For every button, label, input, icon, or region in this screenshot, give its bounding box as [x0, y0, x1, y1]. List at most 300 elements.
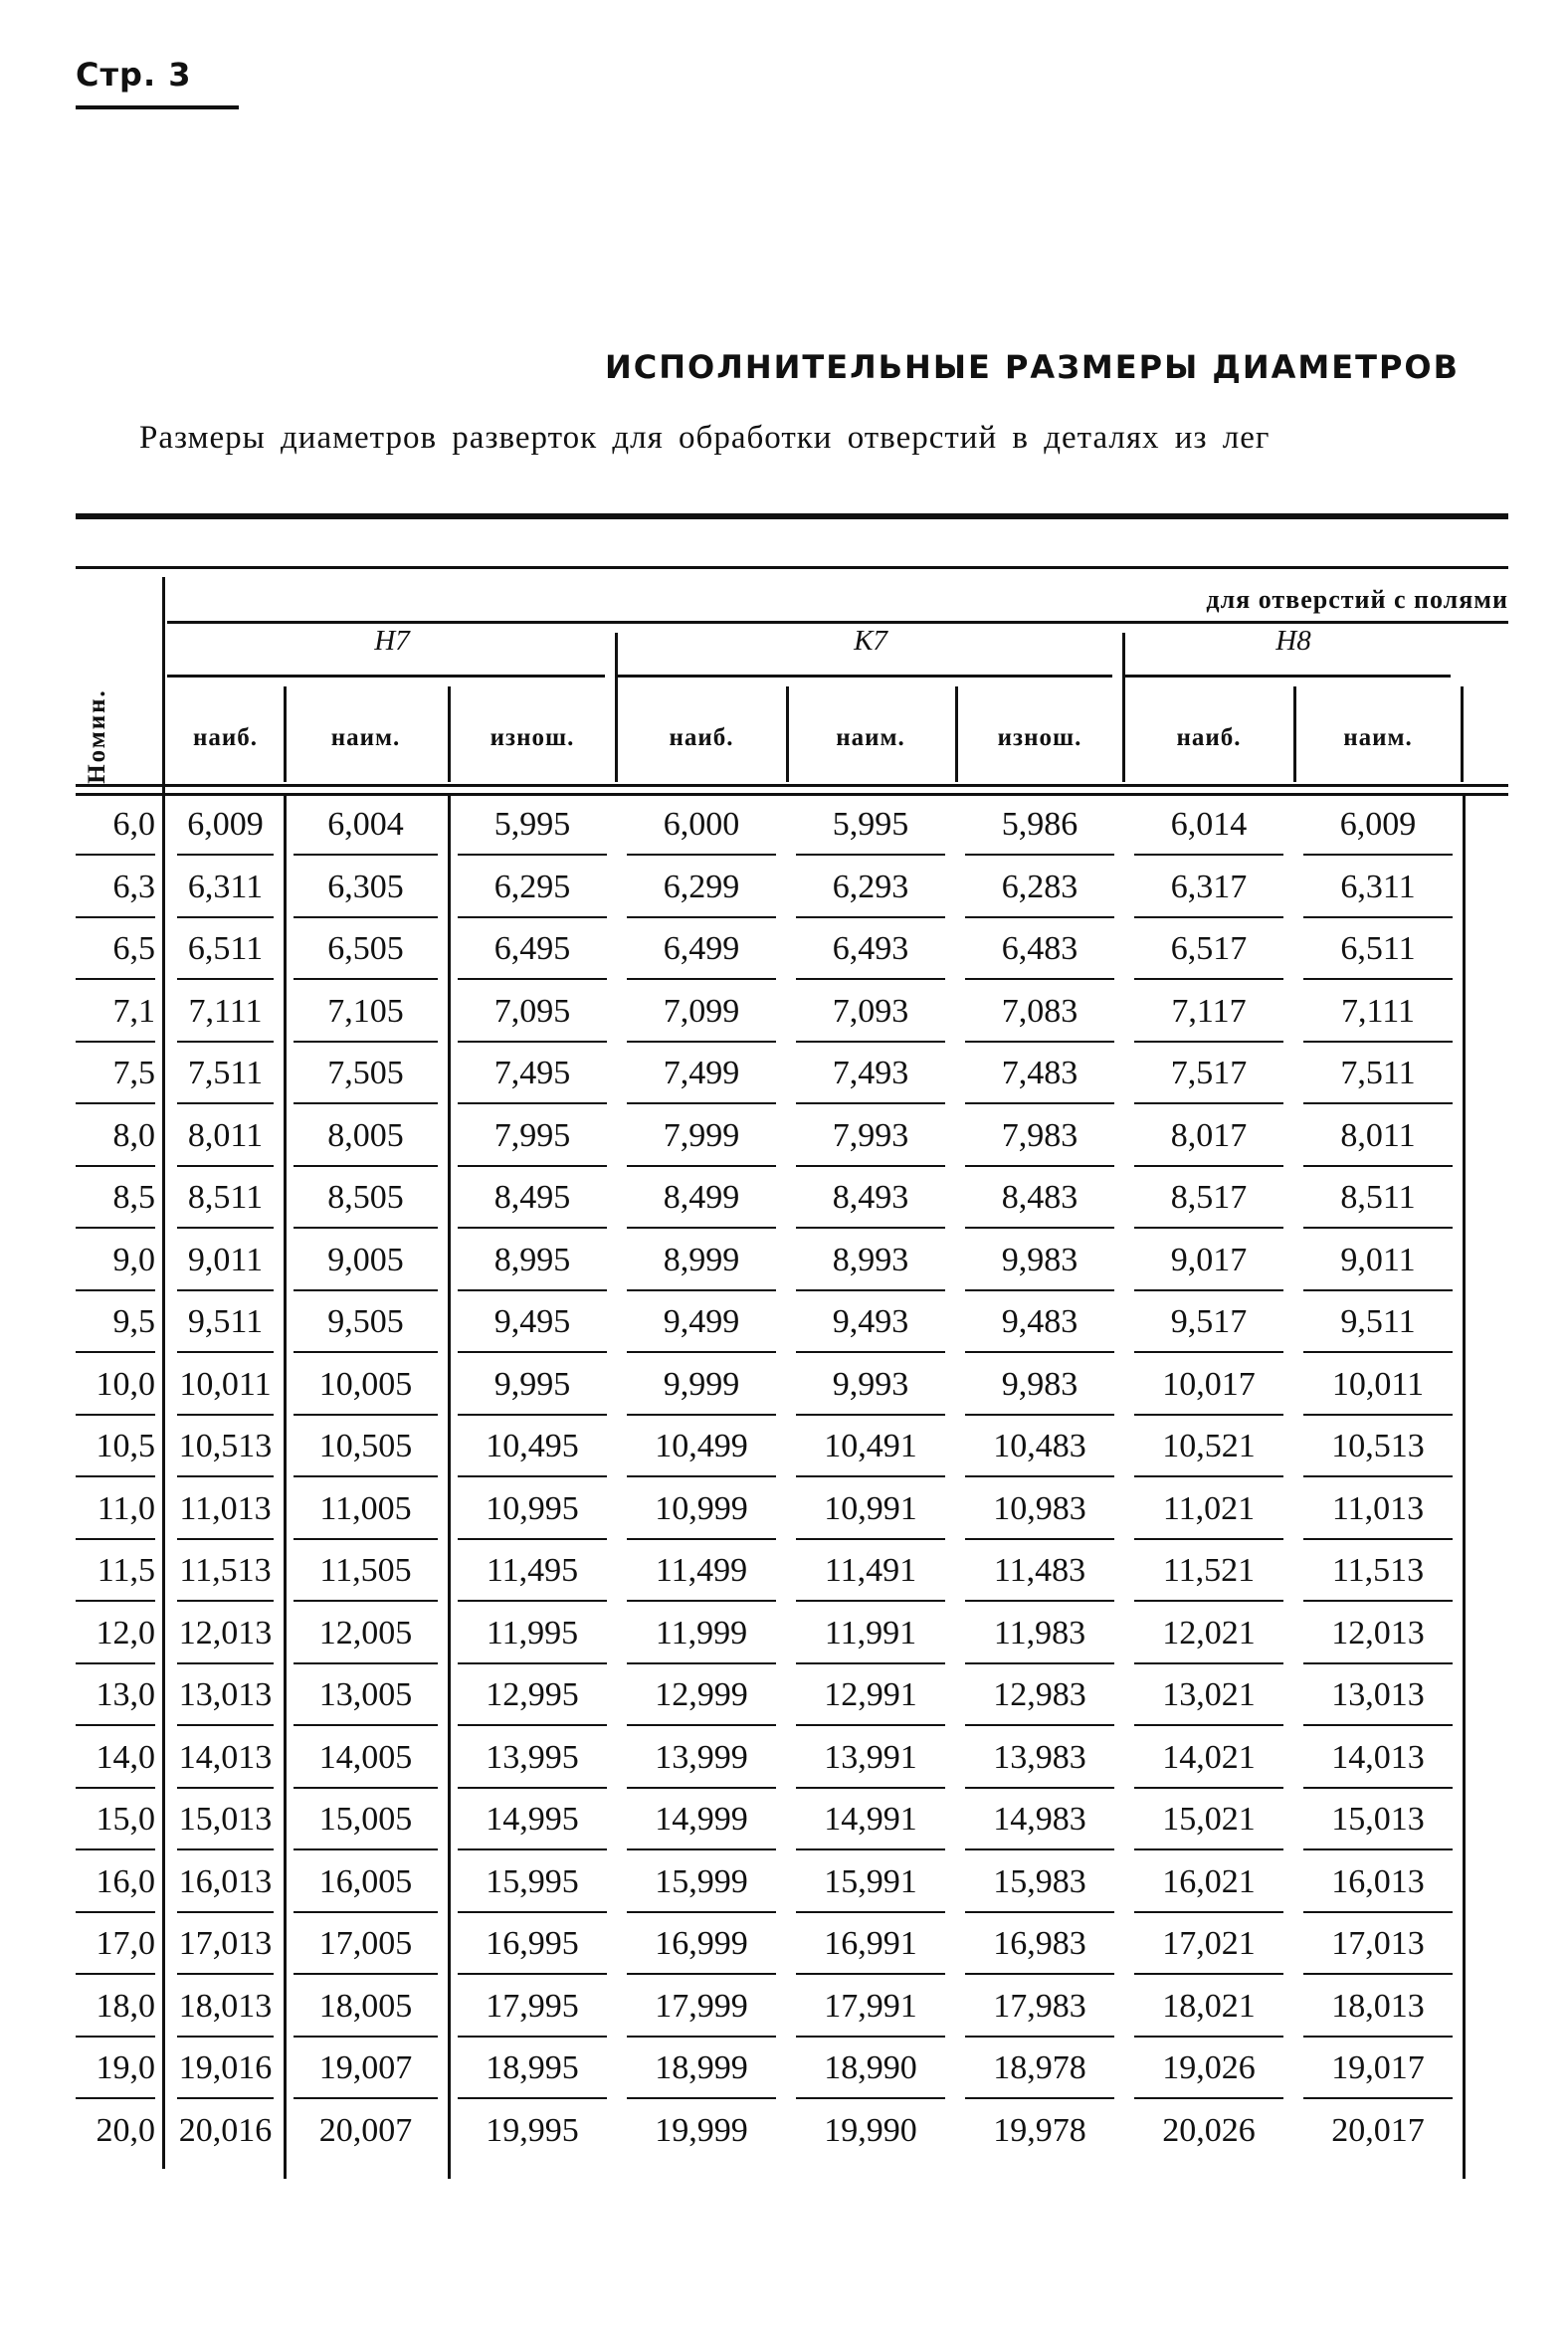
value-cell: 7,511	[1340, 1055, 1416, 1091]
row-underline	[294, 1041, 438, 1043]
nominal-cell: 18,0	[96, 1987, 155, 2025]
value-cell: 15,013	[1331, 1801, 1425, 1838]
row-underline	[1134, 978, 1283, 980]
row-underline	[965, 916, 1114, 918]
row-underline	[76, 1414, 155, 1416]
row-underline	[294, 1848, 438, 1850]
row-underline	[1134, 1600, 1283, 1602]
row-underline	[627, 854, 776, 856]
value-cell: 17,995	[486, 1987, 579, 2025]
value-cell: 8,011	[1340, 1116, 1416, 1154]
row-underline	[458, 1165, 607, 1167]
row-underline	[1134, 1724, 1283, 1726]
value-cell: 13,983	[993, 1738, 1086, 1776]
value-cell: 20,026	[1162, 2111, 1256, 2149]
nominal-cell: 8,5	[112, 1179, 155, 1216]
value-cell: 8,011	[187, 1116, 264, 1154]
value-cell: 10,011	[179, 1365, 272, 1403]
row-underline	[627, 2036, 776, 2038]
row-underline	[627, 1102, 776, 1104]
row-underline	[965, 1600, 1114, 1602]
value-cell: 9,483	[1001, 1303, 1078, 1340]
value-cell: 15,983	[993, 1862, 1086, 1900]
row-underline	[965, 1475, 1114, 1477]
value-cell: 17,999	[655, 1987, 748, 2025]
value-cell: 10,011	[1331, 1365, 1425, 1403]
value-cell: 10,495	[486, 1428, 579, 1464]
nominal-cell: 20,0	[96, 2111, 155, 2149]
row-underline	[796, 1475, 945, 1477]
row-underline	[796, 1351, 945, 1353]
value-cell: 17,013	[1331, 1925, 1425, 1962]
nominal-cell: 11,0	[97, 1489, 155, 1527]
value-cell: 6,493	[832, 930, 909, 967]
row-underline	[965, 1351, 1114, 1353]
row-underline	[1303, 1414, 1453, 1416]
row-underline	[627, 1724, 776, 1726]
row-underline	[294, 1538, 438, 1540]
value-cell: 11,013	[179, 1489, 272, 1527]
value-cell: 7,095	[493, 992, 571, 1030]
group-caption: H8	[1275, 625, 1311, 657]
value-cell: 14,999	[655, 1801, 748, 1838]
value-cell: 6,293	[832, 868, 909, 905]
value-cell: 11,491	[824, 1552, 917, 1589]
value-cell: 16,983	[993, 1925, 1086, 1962]
value-cell: 9,983	[1001, 1241, 1078, 1278]
row-underline	[1134, 2036, 1283, 2038]
value-cell: 15,991	[824, 1862, 917, 1900]
row-underline	[965, 1787, 1114, 1789]
value-cell: 11,513	[179, 1552, 272, 1589]
nominal-cell: 6,0	[112, 806, 155, 843]
row-underline	[627, 1600, 776, 1602]
value-cell: 14,995	[486, 1801, 579, 1838]
row-underline	[1134, 916, 1283, 918]
row-underline	[177, 1041, 274, 1043]
value-cell: 19,999	[655, 2111, 748, 2149]
row-underline	[177, 1787, 274, 1789]
row-underline	[294, 1102, 438, 1104]
value-cell: 7,499	[663, 1055, 740, 1091]
value-cell: 13,021	[1162, 1676, 1256, 1713]
row-underline	[1303, 854, 1453, 856]
value-cell: 20,017	[1331, 2111, 1425, 2149]
nominal-cell: 16,0	[96, 1862, 155, 1900]
row-underline	[965, 1227, 1114, 1229]
row-underline	[458, 1911, 607, 1913]
row-underline	[796, 1848, 945, 1850]
value-cell: 16,005	[318, 1862, 413, 1900]
row-underline	[627, 1538, 776, 1540]
row-underline	[965, 2097, 1114, 2099]
row-underline	[627, 916, 776, 918]
value-cell: 6,283	[1001, 868, 1078, 905]
row-underline	[76, 1041, 155, 1043]
value-cell: 8,493	[832, 1179, 909, 1216]
row-underline	[294, 1662, 438, 1664]
row-underline	[627, 978, 776, 980]
row-underline	[1303, 978, 1453, 980]
value-cell: 7,105	[327, 992, 404, 1030]
row-underline	[76, 2097, 155, 2099]
value-cell: 18,990	[824, 2049, 917, 2086]
value-cell: 7,111	[188, 992, 263, 1030]
row-underline	[1303, 1724, 1453, 1726]
value-cell: 6,505	[327, 930, 404, 967]
value-cell: 9,005	[327, 1241, 404, 1278]
row-underline	[177, 1724, 274, 1726]
row-underline	[177, 2036, 274, 2038]
row-underline	[796, 1227, 945, 1229]
row-underline	[627, 1041, 776, 1043]
value-cell: 12,013	[178, 1614, 273, 1652]
row-underline	[458, 978, 607, 980]
row-underline	[294, 1911, 438, 1913]
row-underline	[177, 1662, 274, 1664]
row-underline	[965, 978, 1114, 980]
row-underline	[458, 1041, 607, 1043]
group-caption: K7	[854, 625, 887, 657]
row-underline	[76, 1787, 155, 1789]
row-underline	[965, 1724, 1114, 1726]
row-underline	[294, 2097, 438, 2099]
value-cell: 20,016	[178, 2111, 273, 2149]
value-cell: 11,499	[655, 1552, 748, 1589]
value-cell: 11,521	[1162, 1552, 1256, 1589]
row-underline	[627, 1351, 776, 1353]
value-cell: 13,005	[318, 1676, 413, 1713]
value-cell: 11,021	[1162, 1489, 1256, 1527]
row-underline	[1134, 854, 1283, 856]
value-cell: 15,999	[655, 1862, 748, 1900]
row-underline	[76, 1227, 155, 1229]
row-underline	[177, 916, 274, 918]
row-underline	[1303, 1600, 1453, 1602]
value-cell: 6,495	[493, 930, 571, 967]
row-underline	[627, 1848, 776, 1850]
value-cell: 19,016	[178, 2049, 273, 2086]
value-cell: 16,995	[486, 1925, 579, 1962]
row-underline	[627, 1165, 776, 1167]
value-cell: 7,117	[1171, 992, 1247, 1030]
row-underline	[796, 1041, 945, 1043]
value-cell: 18,978	[993, 2049, 1086, 2086]
group-rule	[167, 675, 605, 678]
value-cell: 6,305	[327, 868, 404, 905]
nominal-cell: 19,0	[96, 2049, 155, 2086]
row-underline	[1134, 1102, 1283, 1104]
row-underline	[796, 916, 945, 918]
row-underline	[76, 1538, 155, 1540]
row-underline	[76, 1973, 155, 1975]
row-underline	[627, 1227, 776, 1229]
value-cell: 11,005	[319, 1489, 412, 1527]
value-cell: 12,983	[993, 1676, 1086, 1713]
value-cell: 6,499	[663, 930, 740, 967]
row-underline	[1303, 1475, 1453, 1477]
value-cell: 6,517	[1170, 930, 1248, 967]
row-underline	[76, 1165, 155, 1167]
value-cell: 8,511	[1340, 1179, 1416, 1216]
row-underline	[796, 1787, 945, 1789]
value-cell: 19,990	[824, 2111, 917, 2149]
value-cell: 16,999	[655, 1925, 748, 1962]
row-underline	[1134, 2097, 1283, 2099]
row-underline	[177, 1973, 274, 1975]
row-underline	[627, 1289, 776, 1291]
row-underline	[1303, 1351, 1453, 1353]
row-underline	[796, 2036, 945, 2038]
row-underline	[76, 1911, 155, 1913]
row-underline	[294, 1351, 438, 1353]
row-underline	[1134, 1911, 1283, 1913]
row-underline	[627, 1973, 776, 1975]
row-underline	[1303, 1973, 1453, 1975]
row-underline	[1303, 1787, 1453, 1789]
value-cell: 6,311	[187, 868, 264, 905]
row-underline	[627, 1414, 776, 1416]
value-cell: 7,093	[832, 992, 909, 1030]
value-cell: 9,011	[1340, 1241, 1416, 1278]
value-cell: 7,111	[1341, 992, 1415, 1030]
value-cell: 10,991	[824, 1489, 917, 1527]
value-cell: 18,013	[1331, 1987, 1425, 2025]
document-subtitle: Размеры диаметров разверток для обработки отверстий в деталях из лег	[139, 420, 1271, 456]
row-underline	[796, 1662, 945, 1664]
value-cell: 6,483	[1001, 930, 1078, 967]
value-cell: 8,499	[663, 1179, 740, 1216]
value-cell: 10,513	[1331, 1428, 1425, 1464]
row-underline	[965, 1662, 1114, 1664]
value-cell: 8,495	[493, 1179, 571, 1216]
row-underline	[1303, 1289, 1453, 1291]
header-bottom-rule	[76, 784, 1508, 787]
row-underline	[458, 1538, 607, 1540]
value-cell: 8,999	[663, 1241, 740, 1278]
value-cell: 6,317	[1170, 868, 1248, 905]
column-header: наиб.	[669, 724, 734, 751]
value-cell: 16,991	[824, 1925, 917, 1962]
value-cell: 8,483	[1001, 1179, 1078, 1216]
value-cell: 13,991	[824, 1738, 917, 1776]
row-underline	[294, 1289, 438, 1291]
row-underline	[458, 1227, 607, 1229]
value-cell: 8,517	[1170, 1179, 1248, 1216]
row-underline	[294, 1724, 438, 1726]
row-underline	[294, 916, 438, 918]
row-underline	[76, 1289, 155, 1291]
row-underline	[177, 1102, 274, 1104]
value-cell: 18,005	[318, 1987, 413, 2025]
value-cell: 9,499	[663, 1303, 740, 1340]
row-underline	[76, 1600, 155, 1602]
row-underline	[458, 1351, 607, 1353]
row-underline	[458, 1662, 607, 1664]
value-cell: 6,511	[187, 930, 264, 967]
nominal-cell: 9,5	[112, 1303, 155, 1340]
page-number: Стр. 3	[76, 56, 192, 94]
row-underline	[796, 1289, 945, 1291]
value-cell: 11,999	[655, 1614, 748, 1652]
row-underline	[796, 1911, 945, 1913]
nominal-cell: 8,0	[112, 1116, 155, 1154]
row-underline	[1303, 1848, 1453, 1850]
value-cell: 7,517	[1170, 1055, 1248, 1091]
row-underline	[1134, 1973, 1283, 1975]
value-cell: 6,295	[493, 868, 571, 905]
row-underline	[458, 1102, 607, 1104]
nominal-cell: 12,0	[96, 1614, 155, 1652]
row-underline	[1134, 1351, 1283, 1353]
value-cell: 14,991	[824, 1801, 917, 1838]
row-underline	[294, 2036, 438, 2038]
row-underline	[1303, 1102, 1453, 1104]
row-underline	[1134, 1041, 1283, 1043]
row-underline	[965, 1041, 1114, 1043]
nominal-cell: 7,1	[112, 992, 155, 1030]
row-underline	[1303, 1662, 1453, 1664]
nominal-cell: 17,0	[96, 1925, 155, 1962]
row-underline	[1134, 1289, 1283, 1291]
row-underline	[627, 1911, 776, 1913]
value-cell: 11,013	[1331, 1489, 1425, 1527]
row-underline	[796, 2097, 945, 2099]
value-cell: 8,995	[493, 1241, 571, 1278]
row-underline	[1134, 1538, 1283, 1540]
value-cell: 13,995	[486, 1738, 579, 1776]
row-underline	[458, 1289, 607, 1291]
value-cell: 11,513	[1331, 1552, 1425, 1589]
group-caption: H7	[374, 625, 410, 657]
value-cell: 7,995	[493, 1116, 571, 1154]
value-cell: 15,995	[486, 1862, 579, 1900]
value-cell: 6,009	[187, 806, 264, 843]
row-underline	[1303, 1041, 1453, 1043]
value-cell: 6,000	[663, 806, 740, 843]
value-cell: 9,993	[832, 1365, 909, 1403]
row-underline	[177, 1414, 274, 1416]
value-cell: 13,013	[178, 1676, 273, 1713]
row-underline	[458, 854, 607, 856]
value-cell: 9,511	[1340, 1303, 1416, 1340]
value-cell: 10,499	[655, 1428, 748, 1464]
row-underline	[76, 1662, 155, 1664]
value-cell: 7,983	[1001, 1116, 1078, 1154]
value-cell: 10,005	[318, 1365, 413, 1403]
nominal-cell: 6,3	[112, 868, 155, 905]
row-underline	[796, 1600, 945, 1602]
value-cell: 11,983	[993, 1614, 1086, 1652]
value-cell: 11,505	[319, 1552, 412, 1589]
row-underline	[965, 1911, 1114, 1913]
column-header: наиб.	[1176, 724, 1242, 751]
column-header: наим.	[836, 724, 905, 751]
column-header: наим.	[1343, 724, 1413, 751]
value-cell: 7,505	[327, 1055, 404, 1091]
row-underline	[177, 1848, 274, 1850]
value-cell: 10,017	[1162, 1365, 1256, 1403]
row-underline	[458, 1414, 607, 1416]
value-cell: 17,021	[1162, 1925, 1256, 1962]
row-underline	[796, 1973, 945, 1975]
value-cell: 5,995	[493, 806, 571, 843]
value-cell: 17,991	[824, 1987, 917, 2025]
row-underline	[1134, 1227, 1283, 1229]
value-cell: 19,007	[318, 2049, 413, 2086]
document-title: ИСПОЛНИТЕЛЬНЫЕ РАЗМЕРЫ ДИАМЕТРОВ	[604, 348, 1460, 386]
value-cell: 11,495	[486, 1552, 579, 1589]
row-underline	[177, 1538, 274, 1540]
row-underline	[76, 2036, 155, 2038]
row-underline	[965, 1538, 1114, 1540]
row-underline	[294, 1787, 438, 1789]
value-cell: 8,005	[327, 1116, 404, 1154]
row-underline	[796, 1414, 945, 1416]
value-cell: 10,505	[318, 1428, 413, 1464]
nominal-cell: 9,0	[112, 1241, 155, 1278]
row-underline	[1303, 1911, 1453, 1913]
row-underline	[796, 1165, 945, 1167]
row-underline	[627, 1662, 776, 1664]
row-underline	[796, 1724, 945, 1726]
row-underline	[965, 1102, 1114, 1104]
row-underline	[76, 1102, 155, 1104]
value-cell: 8,511	[187, 1179, 264, 1216]
row-underline	[458, 2097, 607, 2099]
row-underline	[177, 854, 274, 856]
row-underline	[627, 1787, 776, 1789]
row-underline	[965, 1848, 1114, 1850]
value-cell: 11,995	[486, 1614, 579, 1652]
row-underline	[294, 1475, 438, 1477]
value-cell: 7,483	[1001, 1055, 1078, 1091]
row-underline	[1134, 1414, 1283, 1416]
value-cell: 6,311	[1340, 868, 1416, 905]
value-cell: 9,505	[327, 1303, 404, 1340]
row-underline	[177, 1227, 274, 1229]
value-cell: 17,983	[993, 1987, 1086, 2025]
row-underline	[76, 854, 155, 856]
value-cell: 10,995	[486, 1489, 579, 1527]
header-bottom-rule-2	[76, 793, 1508, 796]
row-underline	[76, 1475, 155, 1477]
row-underline	[965, 1165, 1114, 1167]
row-underline	[76, 1848, 155, 1850]
value-cell: 12,995	[486, 1676, 579, 1713]
value-cell: 14,013	[1331, 1738, 1425, 1776]
value-cell: 7,993	[832, 1116, 909, 1154]
value-cell: 7,999	[663, 1116, 740, 1154]
nominal-cell: 15,0	[96, 1801, 155, 1838]
value-cell: 16,021	[1162, 1862, 1256, 1900]
value-cell: 9,495	[493, 1303, 571, 1340]
row-underline	[458, 1600, 607, 1602]
row-underline	[796, 1102, 945, 1104]
value-cell: 9,493	[832, 1303, 909, 1340]
value-cell: 9,983	[1001, 1365, 1078, 1403]
row-underline	[177, 1289, 274, 1291]
value-cell: 18,999	[655, 2049, 748, 2086]
row-underline	[458, 1848, 607, 1850]
value-cell: 8,993	[832, 1241, 909, 1278]
value-cell: 14,983	[993, 1801, 1086, 1838]
nominal-cell: 6,5	[112, 930, 155, 967]
value-cell: 6,009	[1339, 806, 1417, 843]
value-cell: 19,978	[993, 2111, 1086, 2149]
row-underline	[177, 1165, 274, 1167]
value-cell: 9,517	[1170, 1303, 1248, 1340]
